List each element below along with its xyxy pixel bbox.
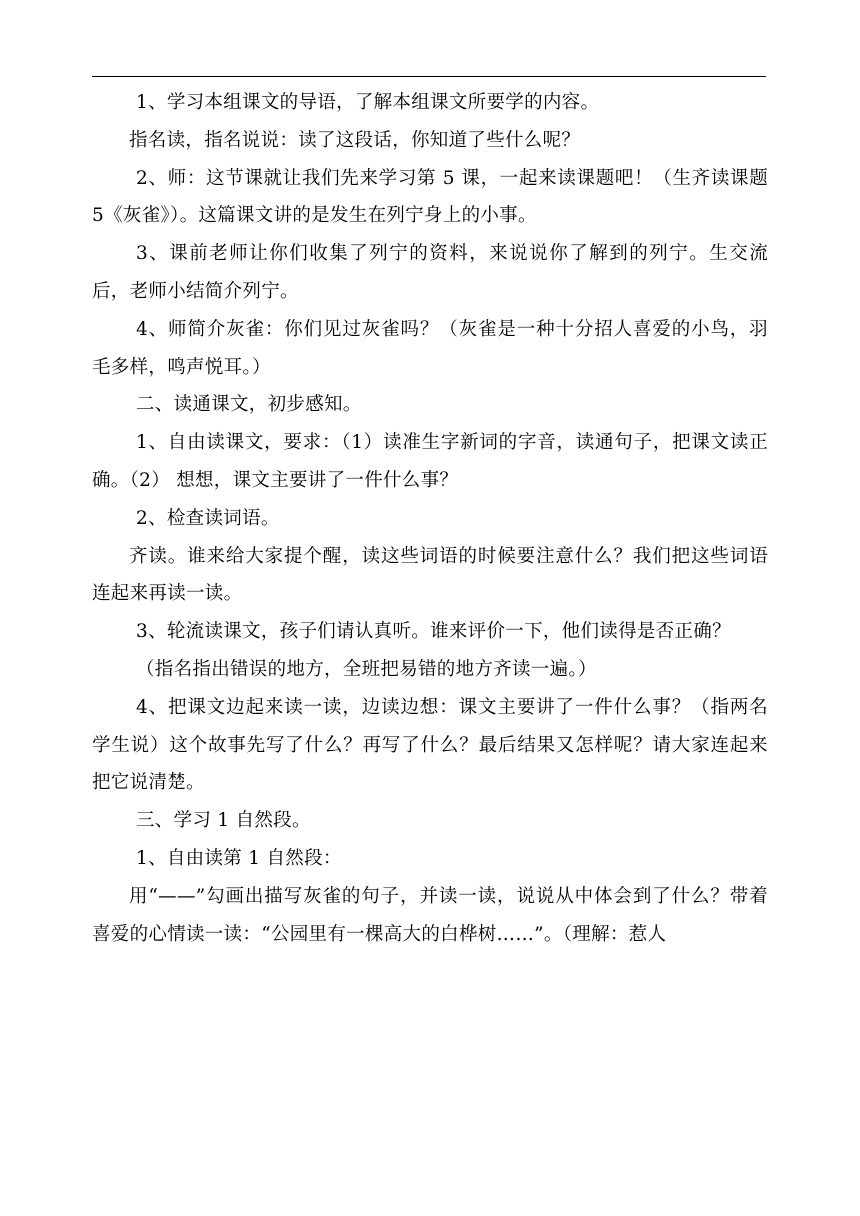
paragraph-step-4-bird: 4、师简介灰雀：你们见过灰雀吗？（灰雀是一种十分招人喜爱的小鸟，羽毛多样，鸣声悦耳。）: [92, 318, 768, 378]
paragraph-step-2-title: 2、师：这节课就让我们先来学习第 5 课，一起来读课题吧！（生齐读课题 5《灰雀》）。这篇课文讲的是发生在列宁身上的小事。: [92, 167, 768, 227]
paragraph-read-section-1: 1、自由读第 1 自然段：: [136, 847, 342, 869]
header-rule: [92, 76, 766, 77]
section-heading-3: 三、学习 1 自然段。: [136, 810, 311, 832]
paragraph-read-think: 4、把课文边起来读一读，边读边想：课文主要讲了一件什么事？（指两名学生说）这个故事先写了什么？再写了什么？最后结果又怎样呢？请大家连起来把它说清楚。: [92, 696, 768, 794]
paragraph-free-reading: 1、自由读课文，要求：（1）读准生字新词的字音，读通句子，把课文读正确。（2） 想想，课文主要讲了一件什么事？: [92, 432, 768, 491]
section-heading-2: 二、读通课文，初步感知。: [136, 394, 362, 416]
paragraph-correct-errors: （指名指出错误的地方，全班把易错的地方齐读一遍。）: [136, 658, 597, 680]
paragraph-underline-task: 用“——”勾画出描写灰雀的句子，并读一读，说说从中体会到了什么？带着喜爱的心情读一读：“公园里有一棵高大的白桦树……”。（理解：惹人: [92, 885, 768, 945]
paragraph-step-1-intro: 1、学习本组课文的导语，了解本组课文所要学的内容。: [136, 92, 600, 113]
paragraph-take-turns: 3、轮流读课文，孩子们请认真听。谁来评价一下，他们读得是否正确？: [136, 621, 731, 643]
document-body: [92, 84, 768, 953]
paragraph-read-aloud: 指名读，指名说说：读了这段话，你知道了些什么呢？: [129, 129, 581, 151]
paragraph-step-3-lenin: 3、课前老师让你们收集了列宁的资料，来说说你了解到的列宁。生交流后，老师小结简介列宁。: [92, 243, 768, 302]
paragraph-choral-reading: 齐读。谁来给大家提个醒，读这些词语的时候要注意什么？我们把这些词语连起来再读一读。: [92, 545, 768, 605]
paragraph-check-words: 2、检查读词语。: [136, 507, 280, 529]
